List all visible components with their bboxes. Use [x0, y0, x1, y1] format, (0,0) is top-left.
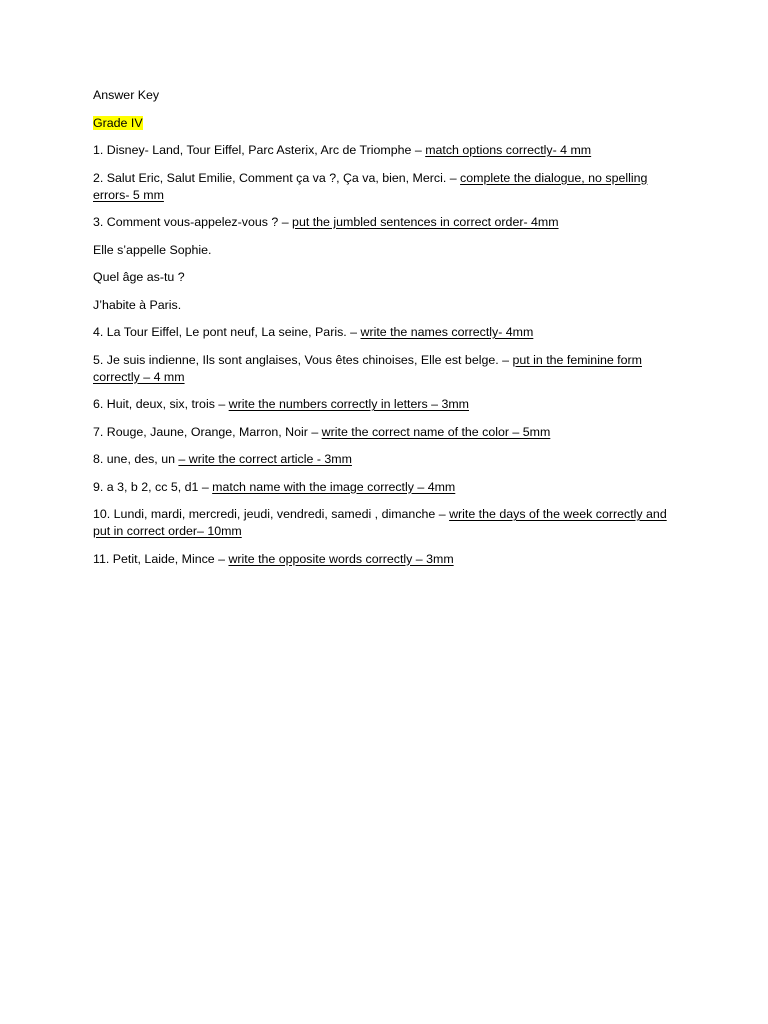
answer-line: J’habite à Paris.: [93, 297, 182, 312]
answer-text: 6. Huit, deux, six, trois –: [93, 397, 229, 411]
answer-criteria: match name with the image correctly – 4mm: [212, 479, 456, 494]
answer-line: Elle s’appelle Sophie.: [93, 242, 212, 257]
answer-item-8: [93, 451, 683, 468]
answer-text: 8. une, des, un: [93, 452, 179, 466]
answer-text: 2. Salut Eric, Salut Emilie, Comment ça va ?, Ça va, bien, Merci. –: [93, 170, 461, 185]
answer-text: 10. Lundi, mardi, mercredi, jeudi, vendredi, samedi , dimanche –: [93, 507, 450, 521]
answer-item-6: [93, 396, 683, 413]
answer-text: 11. Petit, Laide, Mince –: [93, 551, 229, 566]
answer-text: 1. Disney- Land, Tour Eiffel, Parc Asterix, Arc de Triomphe –: [93, 143, 426, 157]
answer-text: 4. La Tour Eiffel, Le pont neuf, La seine, Paris. –: [93, 325, 361, 339]
answer-criteria: write the opposite words correctly – 3mm: [228, 551, 454, 566]
grade-highlight: Grade IV: [93, 115, 143, 130]
answer-item-7: [93, 424, 683, 441]
answer-text: 7. Rouge, Jaune, Orange, Marron, Noir –: [93, 424, 322, 439]
answer-text: 9. a 3, b 2, cc 5, d1 –: [93, 479, 213, 494]
answer-criteria: put in the feminine form correctly – 4 mm: [93, 352, 642, 384]
answer-criteria: complete the dialogue, no spelling errors- 5 mm: [93, 170, 648, 202]
answer-item-4: [93, 324, 683, 341]
answer-item-3: [93, 214, 683, 231]
answer-text: 3. Comment vous-appelez-vous ? –: [93, 215, 293, 229]
answer-criteria: write the correct name of the color – 5mm: [321, 424, 551, 439]
answer-item-11: [93, 551, 683, 568]
answer-line: Quel âge as-tu ?: [93, 270, 185, 284]
answer-item-5: [93, 352, 683, 386]
answer-item-1: [93, 142, 683, 159]
answer-item-2: [93, 170, 683, 204]
answer-text: 5. Je suis indienne, Ils sont anglaises, Vous êtes chinoises, Elle est belge. –: [93, 352, 513, 367]
answer-criteria: match options correctly- 4 mm: [425, 143, 592, 157]
answer-criteria: put the jumbled sentences in correct order- 4mm: [292, 215, 559, 229]
answer-criteria: – write the correct article - 3mm: [178, 452, 352, 466]
grade-line: [93, 115, 683, 132]
answer-item-10: [93, 506, 683, 540]
answer-item-9: [93, 479, 683, 496]
answer-criteria: write the numbers correctly in letters – 3mm: [228, 397, 469, 411]
answer-criteria: write the days of the week correctly and put in correct order– 10mm: [93, 507, 667, 538]
answer-key-heading: Answer Key: [93, 88, 160, 102]
document-body: [93, 87, 683, 578]
answer-criteria: write the names correctly- 4mm: [360, 325, 534, 339]
